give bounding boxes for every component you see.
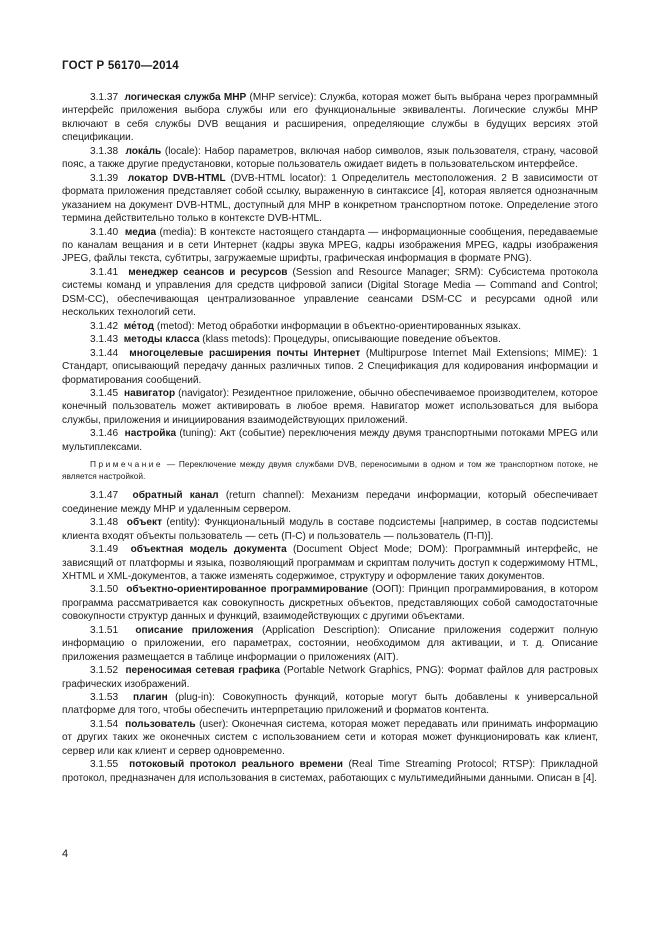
entry-number: 3.1.39 (90, 172, 119, 184)
definition-3-1-38 (62, 145, 598, 172)
entry-number: 3.1.52 (90, 665, 119, 677)
definitions-list (62, 91, 598, 785)
entry-text: (Session and Resource Manager; SRM): Субсистема протокола системы команд и управления для средств цифровой записи (Digital Storage Media — Command and Control; DSM-CC), обеспечивающая централизованное управление сеансами DSM-CC и ресурсами одной или нескольких технологий сети. (62, 266, 598, 319)
entry-number: 3.1.43 (90, 334, 119, 346)
definition-3-1-50 (62, 583, 598, 623)
entry-text: (Application Description): Описание приложения содержит полную информацию о приложении, его параметрах, состоянии, необходимом для активации, и т. д. Описание приложения размещается в таблице информации о приложениях (AIT). (62, 624, 598, 663)
entry-text: (klass metods): Процедуры, описывающие поведение объектов. (199, 334, 501, 346)
entry-term: потоковый протокол реального времени (129, 759, 343, 771)
entry-term: логическая служба МНР (124, 92, 247, 103)
entry-term: настройка (124, 428, 177, 440)
definition-3-1-45 (62, 387, 598, 427)
entry-number: 3.1.45 (90, 387, 119, 399)
entry-text: (metod): Метод обработки информации в объектно-ориентированных языках. (154, 320, 522, 332)
entry-number: 3.1.55 (90, 759, 119, 771)
entry-term: ме́тод (123, 320, 155, 332)
entry-number: 3.1.37 (90, 92, 119, 103)
entry-text: (user): Оконечная система, которая может передавать или принимать информацию от других таких же оконечных систем с использованием сети и которая может функционировать как клиент, сервер или как клиент и сервер одновременно. (62, 718, 598, 757)
entry-term: объектная модель документа (130, 544, 287, 556)
entry-term: многоцелевые расширения почты Интернет (129, 347, 361, 359)
entry-text: (ООП): Принцип программирования, в котором программа рассматривается как совокупность дискретных объектов, представляющих собой самодостаточные совокупности структур данных и функций, взаимодействующих с другими объектами. (62, 584, 599, 623)
entry-term: описание приложения (135, 624, 254, 636)
entry-text: (Real Time Streaming Protocol; RTSP): Прикладной протокол, предназначен для использования в системах, работающих с мультимедийными данными. Описан в [4]. (62, 759, 599, 784)
entry-term: пользователь (125, 718, 196, 730)
entry-number: 3.1.54 (90, 718, 119, 730)
entry-term: объектно-ориентированное программирование (126, 584, 368, 596)
definition-3-1-48 (62, 516, 598, 543)
entry-text: (Portable Network Graphics, PNG): Формат файлов для растровых графических изображений. (62, 665, 599, 690)
definition-3-1-37 (62, 91, 598, 145)
note-label: Примечание (90, 459, 164, 470)
entry-number: 3.1.46 (90, 428, 119, 440)
entry-number: 3.1.49 (90, 544, 119, 556)
entry-term: лока́ль (125, 145, 162, 157)
entry-number: 3.1.40 (90, 226, 119, 238)
entry-term: методы класса (123, 334, 200, 346)
entry-number: 3.1.47 (90, 490, 119, 502)
entry-term: навигатор (124, 387, 176, 399)
entry-number: 3.1.42 (90, 320, 119, 332)
definition-3-1-52 (62, 664, 598, 691)
entry-term: медиа (124, 226, 157, 238)
note-text: — Переключение между двумя службами DVB, переносимыми в одном и том же транспортном потоке, не является настройкой. (62, 459, 598, 481)
entry-text: (return channel): Механизм передачи информации, который обеспечивает соединение между МНР и удаленным сервером. (62, 490, 598, 515)
entry-text: (plug-in): Совокупность функций, которые могут быть добавлены к универсальной платформе для того, чтобы обеспечить интерпретацию приложений и форматов контента. (62, 692, 599, 717)
entry-number: 3.1.41 (90, 266, 119, 278)
entry-text: (entity): Функциональный модуль в составе подсистемы [например, в состав подсистемы клиента входят объекты пользователь — сеть (П-С) и пользователь — пользователь (П-П)]. (62, 517, 598, 542)
entry-text: (Document Object Mode; DOM): Программный интерфейс, не зависящий от платформы и языка, позволяющий программам и скриптам получить доступ к содержимому HTML, XHTML и XML-документов, а также изменять содержимое, структуру и оформление таких документов. (62, 544, 599, 582)
note (62, 459, 598, 482)
entry-number: 3.1.44 (90, 347, 119, 359)
entry-term: менеджер сеансов и ресурсов (128, 266, 288, 278)
definition-3-1-54 (62, 718, 598, 758)
definition-3-1-41 (62, 266, 598, 320)
definition-3-1-47 (62, 489, 598, 516)
entry-text: (navigator): Резидентное приложение, обычно обеспечиваемое производителем, которое конечный пользователь может активировать в любое время. Навигатор может использоваться для выбора службы, приложения и инициирования взаимодействующих приложений. (62, 387, 599, 426)
definition-3-1-43 (62, 333, 598, 346)
entry-term: обратный канал (132, 490, 219, 502)
entry-number: 3.1.38 (90, 145, 119, 157)
definition-3-1-53 (62, 691, 598, 718)
entry-text: (DVB-HTML locator): 1 Определитель местоположения. 2 В зависимости от формата приложения представляет собой ссылку, выраженную в синтаксисе [4], которая является однозначным указанием на документ DVB-HTML, доступный для МНР в конкретном транспортном потоке. Определение этого термина действительно только в контексте DVB-HTML. (62, 172, 598, 225)
entry-term: плагин (133, 692, 168, 704)
entry-text: (tuning): Акт (событие) переключения между двумя транспортными потоками MPEG или мультиплексами. (62, 428, 598, 453)
entry-number: 3.1.50 (90, 584, 119, 596)
entry-text: (MHP service): Служба, которая может быть выбрана через программный интерфейс приложения выбора службы или его функциональные эквиваленты. Логические службы МНР включают в себя службы DVB вещания и расширения, определяющие службы в будущих версиях этой спецификации. (62, 92, 598, 144)
entry-number: 3.1.53 (90, 692, 119, 704)
definition-3-1-40 (62, 226, 598, 266)
definition-3-1-42 (62, 320, 598, 333)
definition-3-1-55 (62, 758, 598, 785)
entry-term: переносимая сетевая графика (125, 665, 280, 677)
entry-term: объект (126, 517, 163, 529)
definition-3-1-51 (62, 624, 598, 664)
definition-3-1-46 (62, 427, 598, 454)
entry-number: 3.1.51 (90, 624, 119, 636)
definition-3-1-49 (62, 543, 598, 583)
entry-text: (media): В контексте настоящего стандарта — информационные сообщения, передаваемые по каналам вещания и в сети Интернет (кадры звука MPEG, кадры изображения MPEG, кадры изображения JPEG, файлы текста, субтитры, загружаемые шрифты, графическая информация в формате PNG). (62, 226, 598, 265)
page-number: 4 (62, 848, 69, 860)
document-header: ГОСТ Р 56170—2014 (62, 60, 179, 72)
definition-3-1-39 (62, 172, 598, 226)
definition-3-1-44 (62, 347, 598, 387)
entry-text: (locale): Набор параметров, включая набор символов, язык пользователя, страну, часовой пояс, а также другие предустановки, которые пользователь ожидает видеть в пользовательском интерфейсе. (62, 145, 599, 171)
entry-term: локатор DVB-HTML (127, 172, 226, 184)
entry-text: (Multipurpose Internet Mail Extensions; MIME): 1 Стандарт, описывающий передачу данных различных типов. 2 Спецификация для кодирования информации и форматирования сообщений. (62, 347, 599, 386)
entry-number: 3.1.48 (90, 517, 119, 529)
